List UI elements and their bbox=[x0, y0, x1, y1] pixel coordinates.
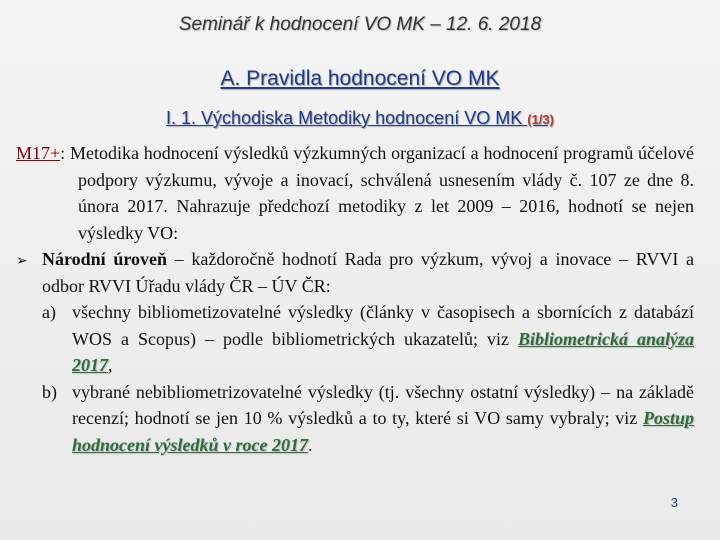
section-title: A. Pravidla hodnocení VO MK bbox=[220, 67, 500, 90]
bullet-national-level bbox=[16, 246, 694, 299]
list-item-text-after: , bbox=[108, 355, 113, 375]
slide-counter: (1/3) bbox=[527, 112, 554, 127]
list-item-text-before: vybrané nebibliometrizovatelné výsledky (tj. všechny ostatní výsledky) – na základě recenzí; hodnotí se jen 10 % výsledků a to ty, které si VO samy vybraly; viz bbox=[72, 381, 694, 428]
list-item-text bbox=[72, 379, 694, 459]
list-item-text-before: všechny bibliometizovatelné výsledky (články v časopisech a sbornících z databází WOS a Scopus) – podle bibliometrických ukazatelů; viz bbox=[72, 302, 694, 349]
list-item-a bbox=[16, 299, 694, 379]
bullet-content bbox=[42, 246, 694, 299]
subsection-title-text: I. 1. Východiska Metodiky hodnocení VO MK bbox=[166, 108, 523, 128]
subsection-title bbox=[0, 108, 720, 129]
arrow-bullet-icon: ➢ bbox=[16, 253, 28, 269]
m17-paragraph bbox=[16, 140, 694, 246]
list-item-text bbox=[72, 299, 694, 379]
list-item-text-after: . bbox=[307, 434, 313, 455]
m17-text: : Metodika hodnocení výsledků výzkumných organizací a hodnocení programů účelové podpory výzkumu, vývoje a inovací, schválená usnesením vlády č. 107 ze dne 8. února 2017. Nahrazuje předchozí metodiky z let 2009 – 2016, hodnotí se nejen výsledky VO: bbox=[60, 143, 694, 243]
list-item-label: a) bbox=[42, 302, 56, 322]
slide-body bbox=[16, 140, 694, 458]
evaluation-procedure-link[interactable]: Postup hodnocení výsledků v roce 2017 bbox=[72, 408, 694, 455]
bullet-text: – každoročně hodnotí Rada pro výzkum, vývoj a inovace – RVVI a odbor RVVI Úřadu vlády ČR – ÚV ČR: bbox=[42, 249, 694, 296]
bullet-bold-text: Národní úroveň bbox=[42, 249, 168, 269]
seminar-header: Seminář k hodnocení VO MK – 12. 6. 2018 bbox=[178, 14, 542, 35]
bibliometric-analysis-link[interactable]: Bibliometrická analýza 2017 bbox=[72, 328, 694, 375]
page-number: 3 bbox=[670, 495, 678, 510]
list-item-label: b) bbox=[42, 381, 57, 402]
list-item-b bbox=[16, 379, 694, 459]
m17-label: M17+ bbox=[16, 143, 61, 163]
